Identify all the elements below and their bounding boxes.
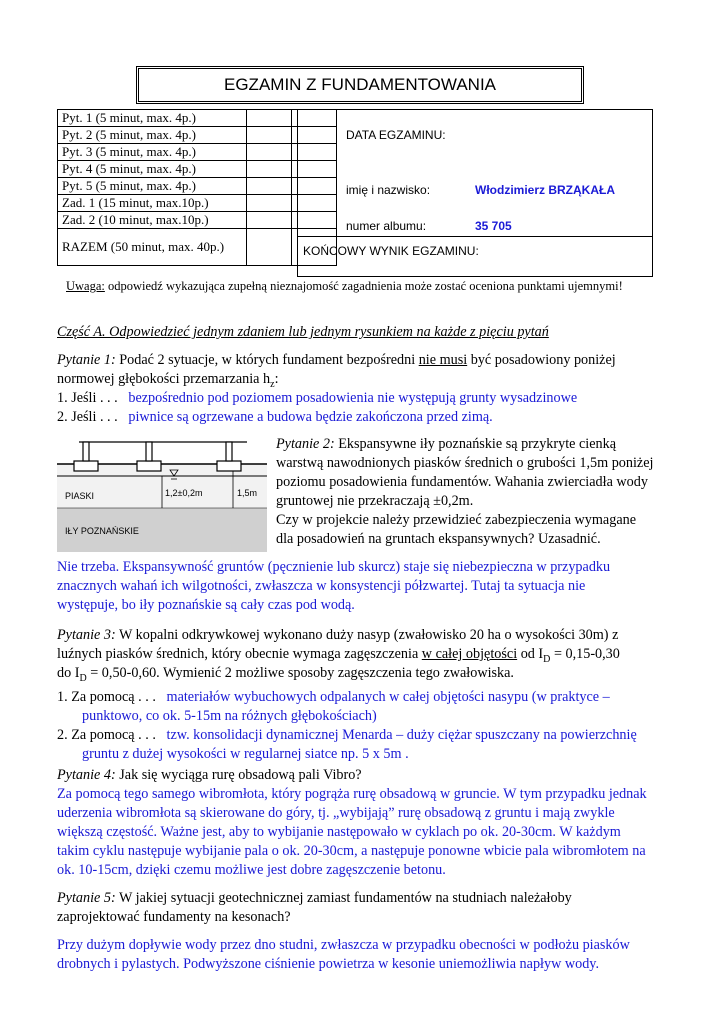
q4-answer-5: ok. 10-15cm, dzięki czemu możliwe jest dobre zagęszczenie betonu.: [57, 862, 446, 878]
q2-line1: [276, 435, 616, 454]
foundation-figure: [57, 436, 267, 552]
q1-item2: [57, 408, 493, 427]
q3-item2-cont: gruntu z dużej wysokości w regularnej siatce np. 5 x 5m .: [82, 746, 409, 762]
q3-sub-2: D: [79, 672, 87, 684]
q1-sub: z: [270, 378, 275, 390]
score-table: [57, 109, 337, 266]
q1-line1: [57, 351, 616, 370]
clay-label: IŁY POZNAŃSKIE: [65, 526, 139, 536]
row-label: Pyt. 4 (5 minut, max. 4p.): [58, 161, 247, 178]
part-a-heading: Część A. Odpowiedzieć jednym zdaniem lub jednym rysunkiem na każde z pięciu pytań: [57, 324, 549, 340]
q5-line2: zaprojektować fundamenty na kesonach?: [57, 909, 291, 925]
q3-text: W kopalni odkrywkowej wykonano duży nasyp (zwałowisko 20 ha o wysokości 30m) z: [115, 627, 619, 643]
final-result-label: KOŃCOWY WYNIK EGZAMINU:: [303, 244, 479, 258]
wall-right: [226, 442, 232, 461]
exam-title: EGZAMIN Z FUNDAMENTOWANIA: [136, 66, 584, 104]
q1-item1-answer: bezpośrednio pod poziomem posadowienia nie występują grunty wysadzinowe: [128, 390, 578, 406]
q1-item1: [57, 389, 577, 408]
q1-item1-prefix: 1. Jeśli . . .: [57, 390, 118, 406]
score-cell: [247, 110, 292, 127]
table-row: [58, 161, 337, 178]
table-row: [58, 127, 337, 144]
q3-item1-cont: punktowo, co ok. 5-15m na różnych głębokościach): [82, 708, 377, 724]
q1-text: Podać 2 sytuacje, w których fundament bezpośredni: [115, 352, 419, 368]
q3-line3-a: do I: [57, 665, 80, 681]
q4-text: Jak się wyciąga rurę obsadową pali Vibro?: [115, 767, 362, 783]
q3-item1: [57, 688, 610, 707]
score-cell: [247, 229, 292, 266]
name-label: imię i nazwisko:: [346, 183, 431, 197]
dim-label-2: 1,5m: [237, 488, 258, 498]
total-label: RAZEM (50 minut, max. 40p.): [58, 229, 247, 266]
q5-text: W jakiej sytuacji geotechnicznej zamiast fundamentów na studniach należałoby: [115, 890, 572, 906]
score-cell: [247, 144, 292, 161]
table-row: [58, 212, 337, 229]
q1-underline: nie musi: [418, 352, 468, 368]
footing-left: [74, 461, 98, 471]
q1-item2-answer: piwnice są ogrzewane a budowa będzie zakończona przed zimą.: [128, 409, 493, 425]
row-label: Pyt. 5 (5 minut, max. 4p.): [58, 178, 247, 195]
q1-line2-text: normowej głębokości przemarzania h: [57, 371, 271, 387]
score-cell: [247, 178, 292, 195]
table-row: [58, 195, 337, 212]
q3-line3-b: = 0,50-0,60. Wymienić 2 możliwe sposoby zagęszczenia tego zwałowiska.: [86, 665, 514, 681]
q3-line2-c: = 0,15-0,30: [550, 646, 620, 662]
row-label: Pyt. 2 (5 minut, max. 4p.): [58, 127, 247, 144]
q3-item2-answer: tzw. konsolidacji dynamicznej Menarda – duży ciężar spuszczany na powierzchnię: [166, 727, 637, 743]
q3-line2-a: luźnych piasków średnich, który obecnie wymaga zagęszczenia: [57, 646, 422, 662]
row-label: Pyt. 3 (5 minut, max. 4p.): [58, 144, 247, 161]
divider: [298, 236, 652, 237]
table-row-total: [58, 229, 337, 266]
row-label: Zad. 2 (10 minut, max.10p.): [58, 212, 247, 229]
q4-answer-3: większą częstość. Ważne jest, aby to wybijanie następowało w cyklach po ok. 20-30cm. W każdym: [57, 824, 621, 840]
album-value: 35 705: [475, 219, 512, 233]
q3-item2-prefix: 2. Za pomocą . . .: [57, 727, 156, 743]
q3-item1-prefix: 1. Za pomocą . . .: [57, 689, 156, 705]
q4-label: Pytanie 4:: [57, 767, 116, 783]
date-label: DATA EGZAMINU:: [346, 128, 446, 142]
note-text: odpowiedź wykazująca zupełną nieznajomość zagadnienia może zostać oceniona punktami ujemnymi!: [104, 279, 623, 293]
q5-answer-2: drobnych i pylastych. Podwyższone ciśnienie powietrza w kesonie uniemożliwia napływ wody.: [57, 956, 600, 972]
q4-answer-2: uderzenia wibromłota są skierowane do góry, tj. „wybijają” rurę obsadową z gruntu i mają zwykle: [57, 805, 615, 821]
q4-answer-1: Za pomocą tego samego wibromłota, który pogrąża rurę obsadową w gruncie. W tym przypadku jednak: [57, 786, 647, 802]
row-label: Zad. 1 (15 minut, max.10p.): [58, 195, 247, 212]
q5-answer-1: Przy dużym dopływie wody przez dno studni, zwłaszcza w przypadku obecności w podłożu piasków: [57, 937, 630, 953]
q2-line3: poziomu posadowienia fundamentów. Wahania zwierciadła wody: [276, 474, 648, 490]
footing-right: [217, 461, 241, 471]
wall-left: [83, 442, 89, 461]
score-cell: [247, 212, 292, 229]
q2-line6: dla posadowień na gruntach ekspansywnych? Uzasadnić.: [276, 531, 601, 547]
q2-line2: warstwą nawodnionych piasków średnich o grubości 1,5m poniżej: [276, 455, 654, 471]
q2-line4: gruntowej nie przekraczają ±0,2m.: [276, 493, 474, 509]
q3-line2-b: od I: [517, 646, 544, 662]
score-cell: [247, 195, 292, 212]
q1-line2-end: :: [274, 371, 279, 387]
table-row: [58, 144, 337, 161]
q5-label: Pytanie 5:: [57, 890, 116, 906]
q1-label: Pytanie 1:: [57, 352, 116, 368]
q3-label: Pytanie 3:: [57, 627, 116, 643]
score-cell: [247, 127, 292, 144]
q4-line1: [57, 766, 362, 785]
q2-text: Ekspansywne iły poznańskie są przykryte cienką: [334, 436, 617, 452]
wall-middle: [146, 442, 152, 461]
q3-underline: w całej objętości: [421, 646, 518, 662]
name-value: Włodzimierz BRZĄKAŁA: [475, 183, 615, 197]
q5-line1: [57, 889, 572, 908]
q2-answer-3: występuje, bo iły poznańskie są cały czas pod wodą.: [57, 597, 355, 613]
q3-item1-answer: materiałów wybuchowych odpalanych w całej objętości nasypu (w praktyce –: [166, 689, 610, 705]
q2-answer-1: Nie trzeba. Ekspansywność gruntów (pęcznienie lub skurcz) staje się niebezpieczna w przypadku: [57, 559, 611, 575]
q1-item2-prefix: 2. Jeśli . . .: [57, 409, 118, 425]
album-label: numer albumu:: [346, 219, 427, 233]
q1-text-end: być posadowiony poniżej: [467, 352, 616, 368]
sand-label: PIASKI: [65, 491, 95, 501]
q2-answer-2: znacznych wahań ich wilgotności, zwłaszcza w konsystencji półzwartej. Tutaj ta sytuacja nie: [57, 578, 586, 594]
table-row: [58, 178, 337, 195]
q3-line3: [57, 664, 514, 688]
note: [66, 279, 623, 294]
q2-label: Pytanie 2:: [276, 436, 335, 452]
score-cell: [247, 161, 292, 178]
q3-sub-1: D: [543, 653, 551, 665]
footing-middle: [137, 461, 161, 471]
dim-label-1: 1,2±0,2m: [165, 488, 203, 498]
note-label: Uwaga:: [66, 279, 105, 293]
q3-line1: [57, 626, 618, 645]
row-label: Pyt. 1 (5 minut, max. 4p.): [58, 110, 247, 127]
q4-answer-4: takim cyklu następuje wybijanie pala o ok. 20-30cm, a następuje ponowne wbicie pala wibromłotem na: [57, 843, 646, 859]
q3-item2: [57, 726, 637, 745]
q2-line5: Czy w projekcie należy przewidzieć zabezpieczenia wymagane: [276, 512, 637, 528]
table-row: [58, 110, 337, 127]
